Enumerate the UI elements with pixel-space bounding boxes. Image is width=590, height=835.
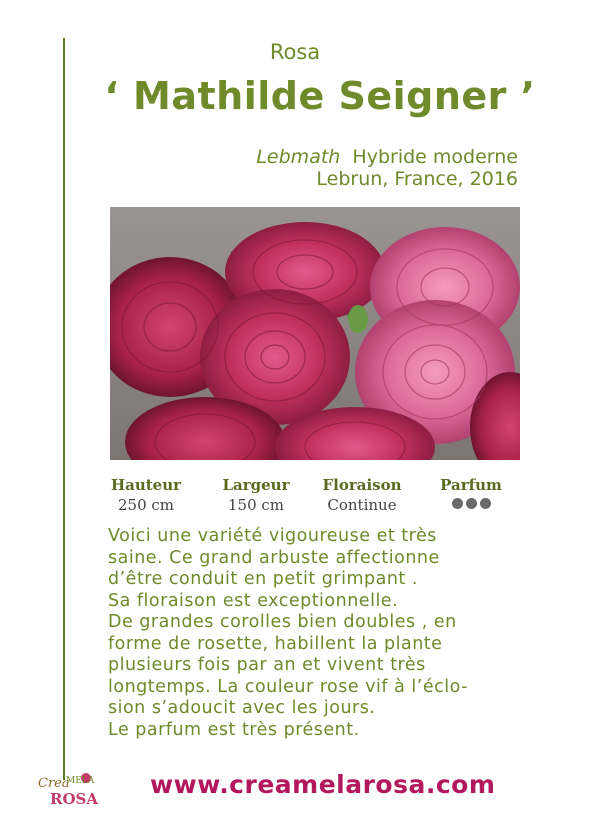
- description-line: sion s’adoucit avec les jours.: [108, 698, 376, 718]
- width-label: Largeur: [222, 476, 290, 494]
- fragrance-dot: [480, 498, 491, 509]
- breeder-line: Lebrun, France, 2016: [316, 168, 518, 190]
- classification-line: [256, 146, 518, 168]
- vertical-divider-line: [63, 38, 65, 780]
- height-value: 250 cm: [117, 496, 175, 514]
- fragrance-rating: [436, 498, 506, 509]
- svg-text:MELA: MELA: [66, 776, 95, 786]
- svg-text:ROSA: ROSA: [50, 790, 99, 808]
- fragrance-label: Parfum: [440, 476, 502, 494]
- brand-logo: [36, 770, 102, 810]
- height-stat: [108, 476, 184, 514]
- width-value: 150 cm: [227, 496, 285, 514]
- description-line: Le parfum est très présent.: [108, 719, 360, 740]
- width-stat: [216, 476, 296, 514]
- rose-illustration: [110, 207, 520, 460]
- brand-logo-mark: [36, 770, 102, 810]
- rose-photo: [110, 207, 520, 460]
- description-line: saine. Ce grand arbuste affectionne: [108, 547, 440, 568]
- fragrance-stat: [436, 476, 506, 509]
- height-label: Hauteur: [110, 476, 182, 494]
- genus-label: Rosa: [269, 40, 321, 64]
- svg-text:Crea: Crea: [38, 776, 70, 791]
- fragrance-dot: [466, 498, 477, 509]
- website-link[interactable]: www.creamelarosa.com: [150, 770, 496, 799]
- cultivar-code: Lebmath: [256, 146, 341, 168]
- description-line: d’être conduit en petit grimpant .: [108, 569, 418, 589]
- description-line: Sa floraison est exceptionnelle.: [108, 590, 399, 611]
- flowering-stat: [318, 476, 406, 514]
- description-line: Voici une variété vigoureuse et très: [108, 526, 437, 546]
- flowering-label: Floraison: [322, 476, 402, 494]
- rose-group: Hybride moderne: [352, 146, 518, 168]
- description-text: [108, 526, 528, 741]
- description-line: De grandes corolles bien doubles , en: [108, 612, 457, 632]
- fragrance-dot: [452, 498, 463, 509]
- description-line: plusieurs fois par an et vivent très: [108, 655, 426, 675]
- cultivar-title: ‘ Mathilde Seigner ’: [104, 74, 536, 118]
- flowering-value: Continue: [327, 496, 397, 514]
- description-line: forme de rosette, habillent la plante: [108, 633, 443, 654]
- description-line: longtemps. La couleur rose vif à l’éclo-: [108, 676, 468, 697]
